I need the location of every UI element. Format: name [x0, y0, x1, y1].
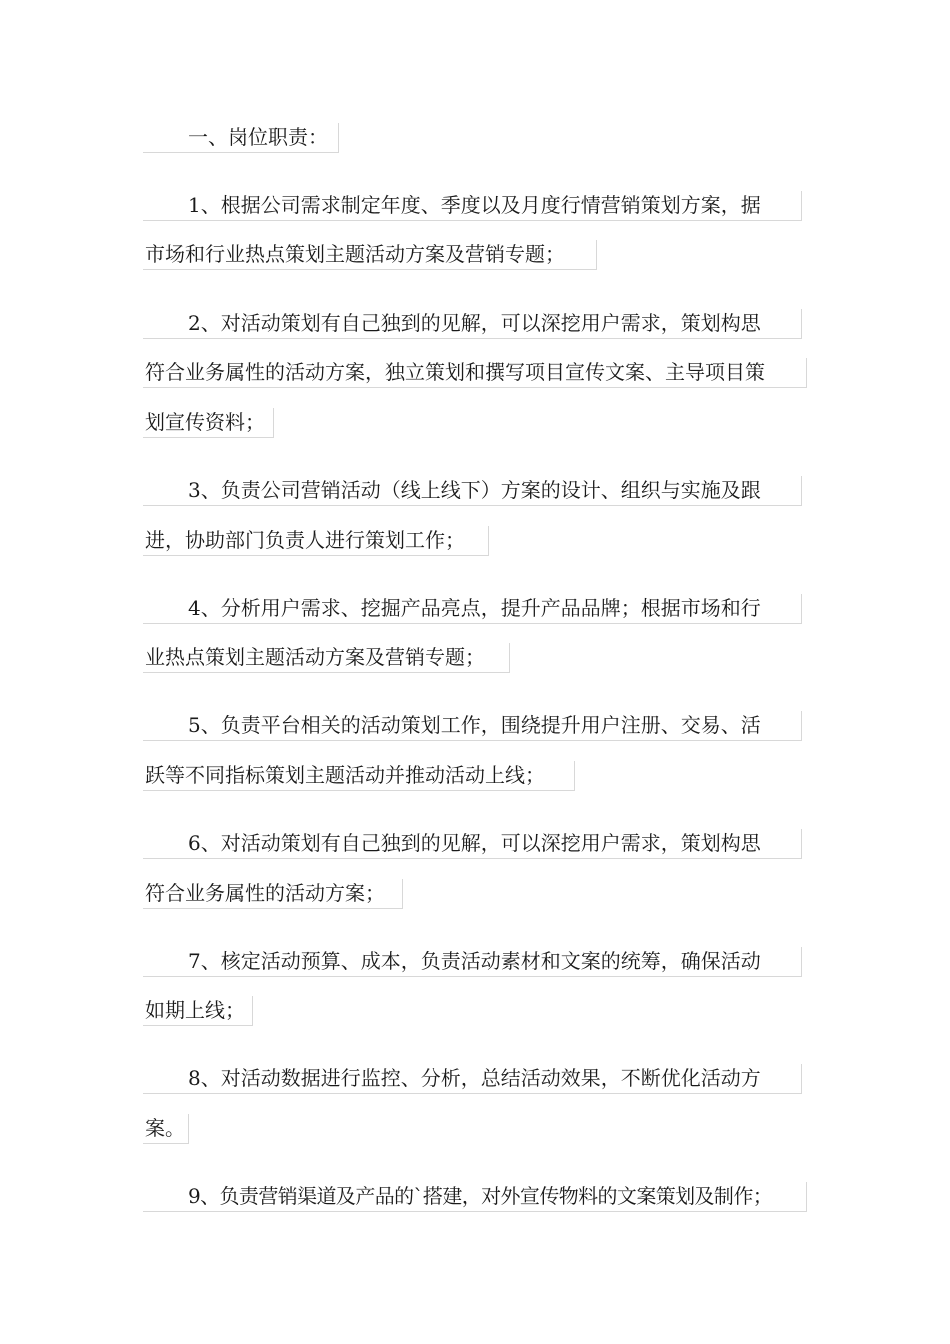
paragraph-line [143, 879, 403, 909]
line-text: 2、对活动策划有自己独到的见解，可以深挖用户需求，策划构思 [188, 311, 761, 335]
paragraph-line [143, 526, 489, 556]
paragraph-line [143, 711, 802, 741]
paragraph-line [143, 358, 807, 388]
paragraph-line [143, 240, 597, 270]
line-text: 划宣传资料； [145, 410, 265, 434]
line-text: 案。 [145, 1116, 185, 1140]
line-text: 业热点策划主题活动方案及营销专题； [145, 645, 485, 669]
line-text: 8、对活动数据进行监控、分析，总结活动效果，不断优化活动方 [188, 1066, 761, 1090]
line-text: 9、负责营销渠道及产品的`搭建，对外宣传物料的文案策划及制作； [188, 1184, 773, 1208]
line-text: 6、对活动策划有自己独到的见解，可以深挖用户需求，策划构思 [188, 831, 761, 855]
line-text: 如期上线； [145, 998, 245, 1022]
paragraph-line [143, 408, 274, 438]
paragraph-line [143, 1064, 802, 1094]
paragraph-line [143, 476, 802, 506]
heading-text: 一、岗位职责： [188, 125, 328, 149]
line-text: 4、分析用户需求、挖掘产品亮点，提升产品品牌；根据市场和行 [188, 596, 761, 620]
line-text: 跃等不同指标策划主题活动并推动活动上线； [145, 763, 545, 787]
line-text: 1、根据公司需求制定年度、季度以及月度行情营销策划方案，据 [188, 193, 761, 217]
line-text: 3、负责公司营销活动（线上线下）方案的设计、组织与实施及跟 [188, 478, 761, 502]
paragraph-line [143, 996, 253, 1026]
line-text: 市场和行业热点策划主题活动方案及营销专题； [145, 242, 565, 266]
paragraph-line [143, 191, 802, 221]
line-text: 5、负责平台相关的活动策划工作，围绕提升用户注册、交易、活 [188, 713, 761, 737]
paragraph-line [143, 643, 510, 673]
section-heading [143, 123, 339, 153]
paragraph-line [143, 594, 802, 624]
line-text: 进，协助部门负责人进行策划工作； [145, 528, 465, 552]
paragraph-line [143, 1114, 189, 1144]
paragraph-line [143, 947, 802, 977]
line-text: 7、核定活动预算、成本，负责活动素材和文案的统筹，确保活动 [188, 949, 761, 973]
line-text: 符合业务属性的活动方案； [145, 881, 385, 905]
paragraph-line [143, 309, 802, 339]
paragraph-line [143, 761, 575, 791]
line-text: 符合业务属性的活动方案，独立策划和撰写项目宣传文案、主导项目策 [145, 360, 765, 384]
paragraph-line [143, 829, 802, 859]
paragraph-line [143, 1182, 807, 1212]
